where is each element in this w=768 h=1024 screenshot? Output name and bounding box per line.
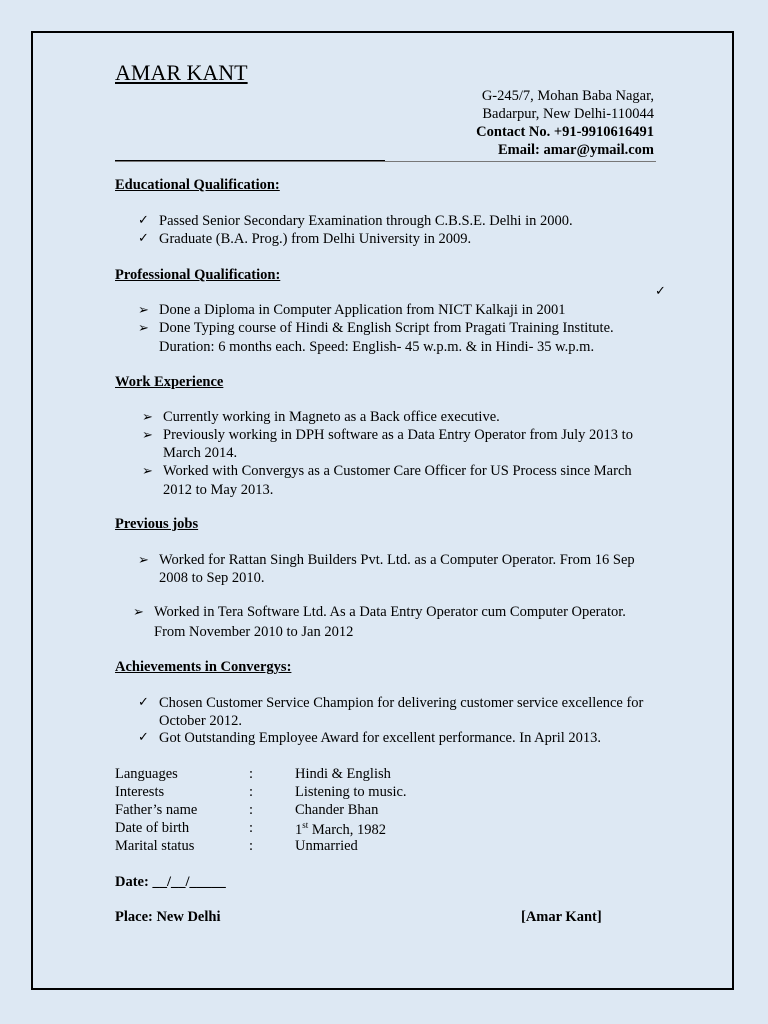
work-item-continued: March 2014. xyxy=(163,445,238,461)
dob-day-suffix: st xyxy=(302,820,309,830)
arrow-bullet-icon: ➢ xyxy=(142,463,153,478)
personal-label-father: Father’s name xyxy=(115,802,198,818)
arrow-bullet-icon: ➢ xyxy=(138,320,149,335)
personal-value-interests: Listening to music. xyxy=(295,784,407,800)
arrow-bullet-icon: ➢ xyxy=(138,552,149,567)
header-divider xyxy=(115,161,656,162)
check-icon: ✓ xyxy=(138,729,149,744)
previous-job-item-continued: 2008 to Sep 2010. xyxy=(159,570,265,586)
personal-label-marital: Marital status xyxy=(115,838,195,854)
personal-value-languages: Hindi & English xyxy=(295,766,391,782)
date-line: Date: __/__/_____ xyxy=(115,874,226,890)
achievement-item: Got Outstanding Employee Award for excellent performance. In April 2013. xyxy=(159,730,602,746)
work-heading: Work Experience xyxy=(115,374,224,390)
check-icon: ✓ xyxy=(138,212,149,227)
personal-separator: : xyxy=(249,784,254,800)
professional-item-continued: Duration: 6 months each. Speed: English- 45 w.p.m. & in Hindi- 35 w.p.m. xyxy=(159,339,595,355)
check-icon: ✓ xyxy=(655,283,666,298)
personal-separator: : xyxy=(249,766,254,782)
professional-item: Done Typing course of Hindi & English Script from Pragati Training Institute. xyxy=(159,320,614,336)
address-line-2: Badarpur, New Delhi-110044 xyxy=(482,106,654,122)
personal-separator: : xyxy=(249,820,254,836)
personal-value-father: Chander Bhan xyxy=(295,802,379,818)
place-line: Place: New Delhi xyxy=(115,909,221,925)
header-divider-dark xyxy=(115,160,385,161)
education-heading: Educational Qualification: xyxy=(115,177,280,193)
previous-job-item-continued: From November 2010 to Jan 2012 xyxy=(154,624,354,640)
work-item: Previously working in DPH software as a Data Entry Operator from July 2013 to xyxy=(163,427,633,443)
resume-name: AMAR KANT xyxy=(115,60,248,85)
personal-label-interests: Interests xyxy=(115,784,165,800)
dob-month-year: March, 1982 xyxy=(311,821,386,838)
achievement-item: Chosen Customer Service Champion for delivering customer service excellence for xyxy=(159,695,644,711)
education-item: Passed Senior Secondary Examination through C.B.S.E. Delhi in 2000. xyxy=(159,213,573,229)
professional-heading: Professional Qualification: xyxy=(115,267,281,283)
work-item-continued: 2012 to May 2013. xyxy=(163,482,274,498)
personal-value-marital: Unmarried xyxy=(295,838,358,854)
resume-page xyxy=(31,31,734,990)
previous-job-item: Worked in Tera Software Ltd. As a Data Entry Operator cum Computer Operator. xyxy=(154,604,626,620)
previous-jobs-heading: Previous jobs xyxy=(115,516,199,532)
achievements-heading: Achievements in Convergys: xyxy=(115,659,292,675)
personal-separator: : xyxy=(249,838,254,854)
work-item: Worked with Convergys as a Customer Care Officer for US Process since March xyxy=(163,463,632,479)
arrow-bullet-icon: ➢ xyxy=(138,302,149,317)
arrow-bullet-icon: ➢ xyxy=(142,409,153,424)
personal-separator: : xyxy=(249,802,254,818)
dob-day: 1 xyxy=(295,821,303,838)
address-line-1: G-245/7, Mohan Baba Nagar, xyxy=(481,88,654,104)
previous-job-item: Worked for Rattan Singh Builders Pvt. Ltd. as a Computer Operator. From 16 Sep xyxy=(159,552,635,568)
check-icon: ✓ xyxy=(138,694,149,709)
contact-number: Contact No. +91-9910616491 xyxy=(476,124,654,140)
personal-label-dob: Date of birth xyxy=(115,820,190,836)
personal-value-dob xyxy=(295,820,386,839)
personal-label-languages: Languages xyxy=(115,766,178,782)
education-item: Graduate (B.A. Prog.) from Delhi University in 2009. xyxy=(159,231,472,247)
achievement-item-continued: October 2012. xyxy=(159,713,242,729)
email-address: Email: amar@ymail.com xyxy=(497,142,654,158)
check-icon: ✓ xyxy=(138,230,149,245)
signature: [Amar Kant] xyxy=(521,909,602,925)
professional-item: Done a Diploma in Computer Application from NICT Kalkaji in 2001 xyxy=(159,302,566,318)
arrow-bullet-icon: ➢ xyxy=(133,604,144,619)
arrow-bullet-icon: ➢ xyxy=(142,427,153,442)
work-item: Currently working in Magneto as a Back office executive. xyxy=(163,409,500,425)
